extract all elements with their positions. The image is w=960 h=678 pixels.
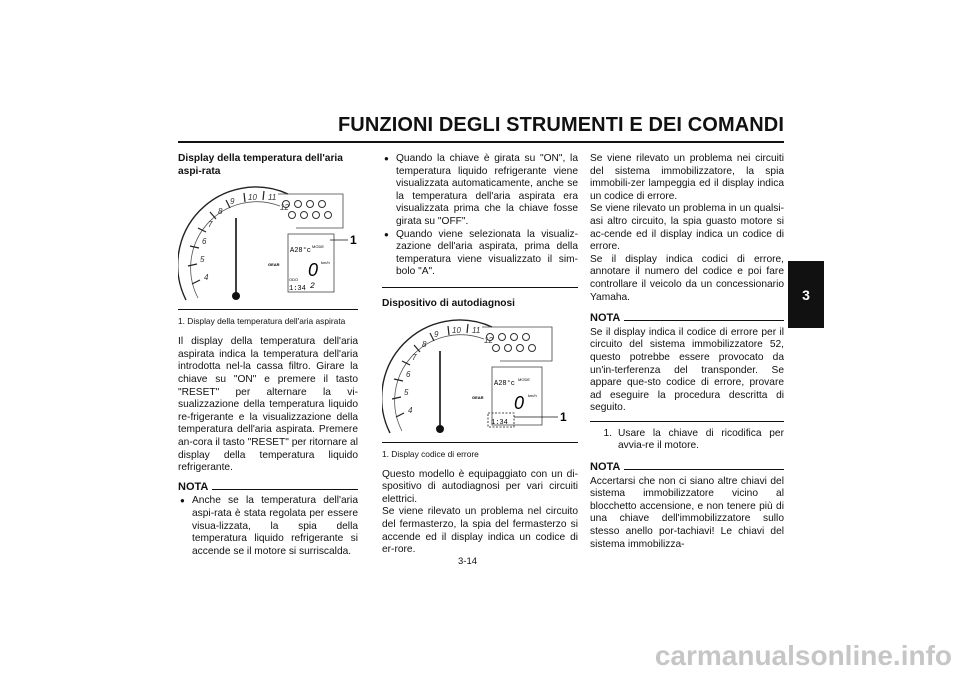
figure-rule [178, 309, 358, 310]
figure-caption-1: 1. Display della temperatura dell'aria aspirata [178, 316, 346, 327]
svg-text:4: 4 [204, 273, 209, 283]
paragraph: Il display della temperatura dell'aria aspirata indica la temperatura dell'aria introdotta nel-la cassa filtro. Girare la chiave su "ON" e premere il tasto "RESET" per alternare la vi-sualizzazione della temperatura liquido re-frigerante e la visualizzazione della temperatura dell'aria aspirata. Premere an-cora il tasto "RESET" per ritornare al display della temperatura liquido refrigerante. [178, 336, 358, 474]
svg-text:8: 8 [218, 207, 223, 217]
chapter-tab: 3 [788, 261, 824, 328]
nota-text: Se il display indica il codice di errore per il circuito del sistema immobilizzatore 52, questo potrebbe essere provocato da un'in-terferenza del transponder. Se appare que-sto codice di errore, provare ad eseguire la procedura descritta di seguito. [590, 326, 784, 414]
section-rule [382, 287, 578, 288]
speed-readout: 0 [514, 392, 525, 413]
paragraph: Questo modello è equipaggiato con un di-spositivo di autodiagnosi per vari circuiti elettrici. Se viene rilevato un problema nel circuito del fermasterzo, la spia del fermasterzo si accende ed il display indica un codice di er-rore. [382, 468, 578, 556]
figure-caption-2: 1. Display codice di errore [382, 448, 479, 459]
column-3 [590, 153, 784, 551]
bullet-icon: ● [180, 496, 185, 506]
nota-header: NOTA [590, 312, 784, 325]
svg-text:11: 11 [472, 325, 481, 335]
svg-text:11: 11 [268, 193, 277, 203]
speed-unit: km/h [528, 392, 537, 398]
column-1 [178, 153, 358, 558]
gear-label: GEAR [268, 262, 280, 268]
svg-text:6: 6 [406, 369, 411, 379]
watermark: carmanualsonline.info [654, 640, 952, 671]
svg-text:4: 4 [408, 405, 413, 415]
svg-text:12: 12 [484, 335, 493, 345]
column-2 [382, 153, 578, 557]
list-item: ● Anche se la temperatura dell'aria aspi-rata è stata regolata per essere visua-lizzata, la spia della temperatura liquido refrigerante si accende se il motore si surriscalda. [180, 495, 358, 557]
speed-unit: km/h [321, 260, 330, 266]
section-heading-air-temp: Display della temperatura dell'aria aspi-rata [178, 153, 343, 177]
speed-readout: 0 [308, 260, 319, 281]
page-header: FUNZIONI DEGLI STRUMENTI E DEI COMANDI [337, 114, 784, 136]
svg-text:6: 6 [202, 237, 207, 247]
svg-text:10: 10 [452, 325, 461, 335]
clock-readout: 1:34 [491, 418, 508, 427]
list-item: ● Quando la chiave è girata su "ON", la temperatura liquido refrigerante viene visualizzata automaticamente, anche se la temperatura dell'aria aspirata era visualizzata prima che la chiave fosse girata su "OFF". [384, 153, 578, 227]
svg-text:7: 7 [412, 352, 417, 362]
bullet-icon: ● [384, 229, 389, 239]
nota-header: NOTA [178, 481, 358, 494]
mode-label: MODE [518, 376, 530, 382]
list-item: ● Quando viene selezionata la visualiz-zazione dell'aria aspirata, prima della temperatura viene visualizzato il sim-bolo "A". [384, 228, 578, 278]
bullet-icon: ● [384, 154, 389, 163]
mode-label: MODE [312, 244, 324, 250]
nota-text: Accertarsi che non ci siano altre chiavi del sistema immobilizzatore vicino al blocchetto accensione, e non tenere più di una chiave dell'immobilizzatore sullo stesso anello por-tachiavi! Le chiavi del sistema immobilizza- [590, 475, 784, 550]
header-rule [178, 141, 784, 143]
svg-text:7: 7 [208, 220, 213, 230]
figure-rule [382, 442, 578, 443]
clock-readout: 1:34 [289, 285, 306, 294]
odo-value: 2 [310, 282, 315, 292]
paragraph: Se viene rilevato un problema nei circuiti del sistema immobilizzatore, la spia immobili-zer lampeggia ed il display indica un codice di errore. Se viene rilevato un problema in un qualsi-asi altro circuito, la spia guasto motore si ac-cende ed il display indica un codice di errore. Se il display indica codici di errore, annotare il numero del codice e poi fare controllare il veicolo da un concessionario Yamaha. [590, 153, 784, 303]
svg-text:9: 9 [230, 197, 235, 207]
svg-text:9: 9 [434, 329, 439, 339]
nota-header: NOTA [590, 461, 784, 474]
instrument-cluster-figure-2 [382, 313, 578, 437]
svg-text:5: 5 [200, 255, 205, 265]
callout-1: 1 [560, 409, 567, 424]
page-number: 3-14 [458, 556, 478, 567]
section-heading-diagnosis: Dispositivo di autodiagnosi [382, 297, 516, 309]
svg-text:12: 12 [280, 203, 289, 213]
odo-label: ODO [289, 277, 299, 283]
list-item: 1. Usare la chiave di ricodifica per avvia-re il motore. [603, 427, 784, 452]
nota-rule [590, 421, 784, 422]
svg-text:5: 5 [404, 387, 409, 397]
temp-readout: A28°c [494, 379, 516, 388]
temp-readout: A28°c [290, 247, 312, 256]
svg-text:8: 8 [422, 339, 427, 349]
instrument-cluster-figure-1 [178, 180, 358, 304]
svg-text:10: 10 [248, 193, 257, 203]
callout-1: 1 [350, 233, 357, 248]
gear-label: GEAR [472, 394, 484, 400]
